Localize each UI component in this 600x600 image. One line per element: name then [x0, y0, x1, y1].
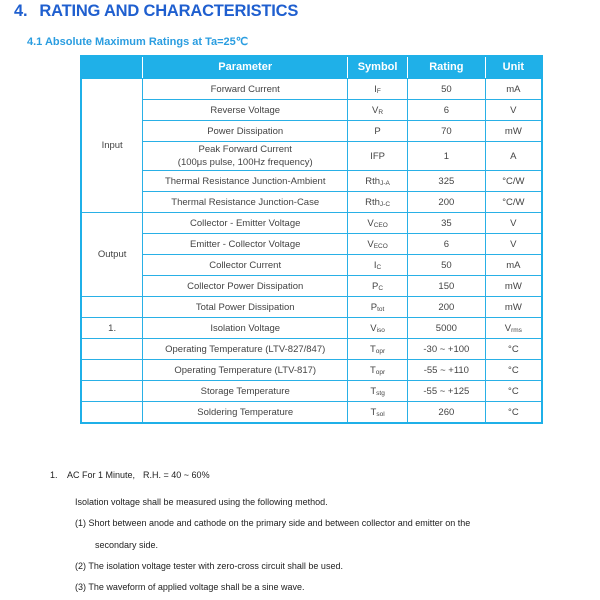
unit-cell: V — [485, 100, 542, 121]
rating-cell: 35 — [408, 213, 486, 234]
header-symbol: Symbol — [348, 56, 408, 79]
note-reference: 1. — [81, 318, 143, 339]
rating-cell: 1 — [408, 142, 486, 171]
unit-cell: °C — [485, 360, 542, 381]
rating-cell: 50 — [408, 255, 486, 276]
rating-cell: 260 — [408, 402, 486, 424]
symbol-cell: $V_{CEO}$ — [348, 213, 408, 234]
symbol-cell: Rth$_{J-C}$ — [348, 192, 408, 213]
parameter-cell: Total Power Dissipation — [143, 297, 348, 318]
symbol-cell: Rth$_{J-A}$ — [348, 171, 408, 192]
parameter-cell: Soldering Temperature — [143, 402, 348, 424]
rating-cell: 70 — [408, 121, 486, 142]
footnote-condition: AC For 1 Minute, — [67, 470, 136, 480]
header-group — [81, 56, 143, 79]
unit-cell: °C/W — [485, 171, 542, 192]
table-row — [81, 276, 542, 297]
section-heading — [14, 2, 298, 21]
rating-cell: -55 ~ +110 — [408, 360, 486, 381]
parameter-cell: Power Dissipation — [143, 121, 348, 142]
parameter-cell: Emitter - Collector Voltage — [143, 234, 348, 255]
header-parameter: Parameter — [143, 56, 348, 79]
footnote-step-1-continued: secondary side. — [95, 540, 159, 550]
footnote-1 — [50, 470, 210, 480]
unit-cell: mW — [485, 121, 542, 142]
subsection-heading: 4.1 Absolute Maximum Ratings at Ta=25℃ — [27, 36, 249, 48]
rating-cell: -30 ~ +100 — [408, 339, 486, 360]
parameter-cell: Thermal Resistance Junction-Ambient — [143, 171, 348, 192]
rating-cell: 50 — [408, 79, 486, 100]
symbol-cell: $V_{iso}$ — [348, 318, 408, 339]
footnote-index: 1. — [50, 470, 58, 480]
unit-cell: V — [485, 234, 542, 255]
symbol-cell: $P_{tot}$ — [348, 297, 408, 318]
table-row — [81, 381, 542, 402]
rating-cell: 325 — [408, 171, 486, 192]
table-row — [81, 121, 542, 142]
symbol-cell: $T_{stg}$ — [348, 381, 408, 402]
unit-cell: mW — [485, 297, 542, 318]
parameter-cell: Operating Temperature (LTV-817) — [143, 360, 348, 381]
symbol-cell: $T_{sol}$ — [348, 402, 408, 424]
table-row — [81, 213, 542, 234]
footnote-humidity: R.H. = 40 ~ 60% — [143, 470, 210, 480]
symbol-cell: $T_{opr}$ — [348, 360, 408, 381]
table-row — [81, 171, 542, 192]
parameter-cell: Reverse Voltage — [143, 100, 348, 121]
section-title: RATING AND CHARACTERISTICS — [39, 2, 299, 20]
symbol-cell: P — [348, 121, 408, 142]
symbol-cell: $T_{opr}$ — [348, 339, 408, 360]
parameter-cell: Forward Current — [143, 79, 348, 100]
group-cell — [81, 360, 143, 381]
symbol-cell: $I_F$ — [348, 79, 408, 100]
rating-cell: 150 — [408, 276, 486, 297]
rating-cell: -55 ~ +125 — [408, 381, 486, 402]
symbol-cell: $V_R$ — [348, 100, 408, 121]
table-row — [81, 360, 542, 381]
table-row — [81, 402, 542, 424]
parameter-cell: Collector - Emitter Voltage — [143, 213, 348, 234]
group-cell — [81, 339, 143, 360]
symbol-cell: $V_{ECO}$ — [348, 234, 408, 255]
rating-cell: 6 — [408, 100, 486, 121]
parameter-cell: Storage Temperature — [143, 381, 348, 402]
unit-cell: °C/W — [485, 192, 542, 213]
rating-cell: 200 — [408, 297, 486, 318]
rating-cell: 5000 — [408, 318, 486, 339]
group-label-input: Input — [81, 79, 143, 213]
unit-cell: mW — [485, 276, 542, 297]
table-row — [81, 318, 542, 339]
parameter-cell: Collector Power Dissipation — [143, 276, 348, 297]
unit-cell: °C — [485, 339, 542, 360]
table-header-row — [81, 56, 542, 79]
group-cell — [81, 297, 143, 318]
table-row — [81, 234, 542, 255]
absolute-max-ratings-table — [80, 55, 543, 424]
symbol-cell: IFP — [348, 142, 408, 171]
table-row — [81, 142, 542, 171]
symbol-cell: $I_C$ — [348, 255, 408, 276]
unit-cell: mA — [485, 255, 542, 276]
table-row — [81, 255, 542, 276]
parameter-cell: Peak Forward Current (100μs pulse, 100Hz frequency) — [143, 142, 348, 171]
rating-cell: 6 — [408, 234, 486, 255]
unit-cell: °C — [485, 381, 542, 402]
table-row — [81, 339, 542, 360]
table-row — [81, 79, 542, 100]
unit-cell: mA — [485, 79, 542, 100]
unit-cell: $V_{rms}$ — [485, 318, 542, 339]
unit-cell: A — [485, 142, 542, 171]
section-number: 4. — [14, 2, 28, 20]
table-row — [81, 192, 542, 213]
parameter-cell: Collector Current — [143, 255, 348, 276]
parameter-cell: Isolation Voltage — [143, 318, 348, 339]
table-row — [81, 100, 542, 121]
footnote-step-3: (3) The waveform of applied voltage shall be a sine wave. — [75, 582, 305, 592]
table-row — [81, 297, 542, 318]
group-cell — [81, 402, 143, 424]
header-unit: Unit — [485, 56, 542, 79]
symbol-cell: $P_C$ — [348, 276, 408, 297]
footnote-step-1: (1) Short between anode and cathode on the primary side and between collector and emitter on the — [75, 518, 471, 528]
unit-cell: V — [485, 213, 542, 234]
footnote-intro: Isolation voltage shall be measured using the following method. — [75, 497, 328, 507]
rating-cell: 200 — [408, 192, 486, 213]
footnote-step-2: (2) The isolation voltage tester with zero-cross circuit shall be used. — [75, 561, 343, 571]
header-rating: Rating — [408, 56, 486, 79]
parameter-cell: Operating Temperature (LTV-827/847) — [143, 339, 348, 360]
parameter-cell: Thermal Resistance Junction-Case — [143, 192, 348, 213]
group-label-output: Output — [81, 213, 143, 297]
unit-cell: °C — [485, 402, 542, 424]
group-cell — [81, 381, 143, 402]
